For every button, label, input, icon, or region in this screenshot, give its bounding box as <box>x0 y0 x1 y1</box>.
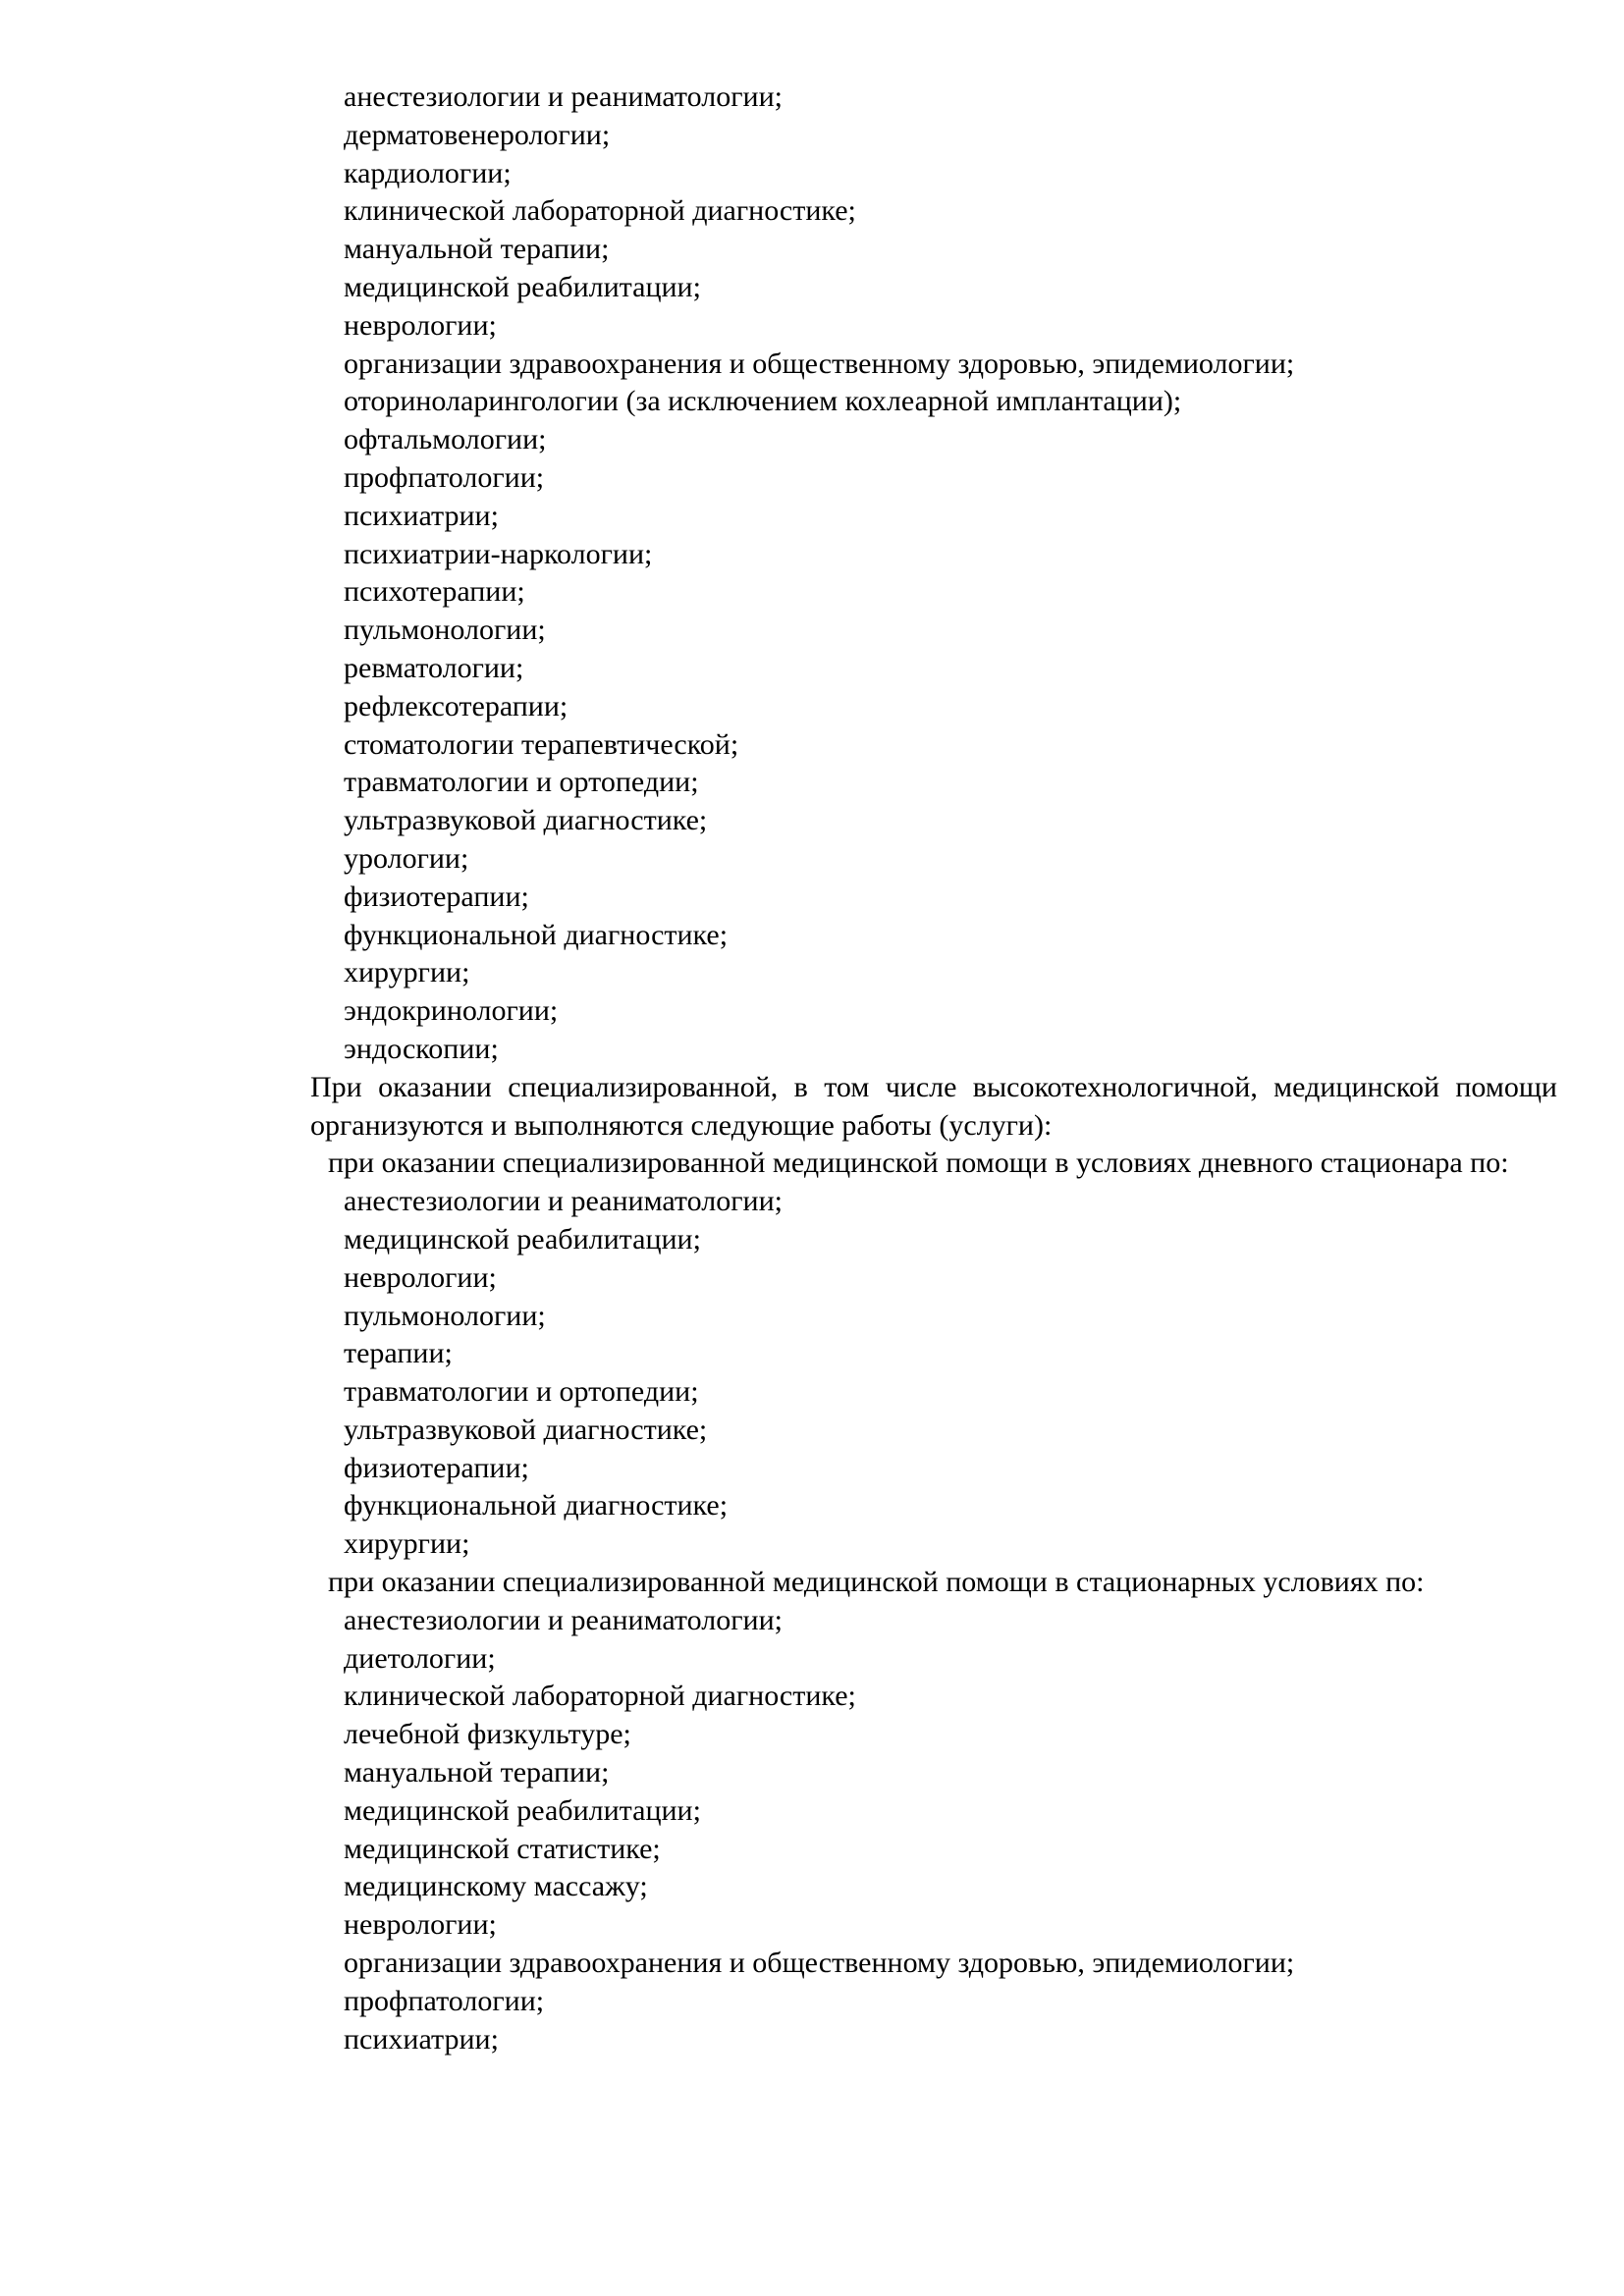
list-item: ревматологии; <box>344 651 524 684</box>
list-item: мануальной терапии; <box>344 1756 610 1789</box>
list-item: мануальной терапии; <box>344 233 610 266</box>
list-item: психиатрии; <box>344 2022 499 2056</box>
paragraph-day-hospital: при оказании специализированной медицинской помощи в условиях дневного стационара по: <box>328 1147 1509 1180</box>
list-item: травматологии и ортопедии; <box>344 1375 699 1409</box>
list-item: организации здравоохранения и общественному здоровью, эпидемиологии; <box>344 1947 1295 1980</box>
list-item: медицинскому массажу; <box>344 1870 648 1903</box>
paragraph-inpatient: при оказании специализированной медицинской помощи в стационарных условиях по: <box>328 1566 1425 1599</box>
list-item: ультразвуковой диагностике; <box>344 1413 708 1446</box>
list-item: пульмонологии; <box>344 1299 546 1332</box>
list-item: функциональной диагностике; <box>344 918 729 951</box>
list-item: психиатрии; <box>344 499 499 532</box>
list-item: диетологии; <box>344 1641 496 1675</box>
service-list-day-hospital <box>310 1183 1557 1564</box>
list-item: неврологии; <box>344 1260 497 1294</box>
list-item: психиатрии-наркологии; <box>344 537 653 570</box>
list-item: терапии; <box>344 1337 453 1370</box>
list-item: медицинской реабилитации; <box>344 270 701 303</box>
document-body <box>310 79 1557 2058</box>
list-item: анестезиологии и реаниматологии; <box>344 1185 783 1218</box>
list-item: медицинской статистике; <box>344 1832 661 1865</box>
list-item: функциональной диагностике; <box>344 1489 729 1522</box>
list-item: анестезиологии и реаниматологии; <box>344 80 783 113</box>
list-item: неврологии; <box>344 308 497 342</box>
list-item: рефлексотерапии; <box>344 689 568 722</box>
list-item: стоматологии терапевтической; <box>344 727 739 761</box>
list-item: ультразвуковой диагностике; <box>344 804 708 837</box>
paragraph-specialized-care: При оказании специализированной, в том числе высокотехнологичной, медицинской помощи организуются и выполняются следующие работы (услуги): <box>310 1070 1557 1142</box>
list-item: неврологии; <box>344 1908 497 1942</box>
service-list-primary <box>310 79 1557 1069</box>
list-item: организации здравоохранения и общественному здоровью, эпидемиологии; <box>344 347 1295 380</box>
list-item: дерматовенерологии; <box>344 118 611 151</box>
list-item: эндокринологии; <box>344 994 559 1028</box>
list-item: профпатологии; <box>344 1984 545 2017</box>
list-item: эндоскопии; <box>344 1032 499 1065</box>
list-item: физиотерапии; <box>344 1451 529 1484</box>
list-item: урологии; <box>344 841 469 875</box>
list-item: психотерапии; <box>344 575 525 609</box>
list-item: физиотерапии; <box>344 880 529 913</box>
list-item: анестезиологии и реаниматологии; <box>344 1603 783 1636</box>
list-item: оториноларингологии (за исключением кохлеарной имплантации); <box>344 385 1182 418</box>
list-item: клинической лабораторной диагностике; <box>344 194 856 228</box>
list-item: профпатологии; <box>344 460 545 494</box>
list-item: кардиологии; <box>344 156 512 189</box>
list-item: медицинской реабилитации; <box>344 1222 701 1255</box>
list-item: хирургии; <box>344 1527 470 1561</box>
list-item: хирургии; <box>344 956 470 989</box>
list-item: травматологии и ортопедии; <box>344 766 699 799</box>
list-item: офтальмологии; <box>344 423 547 456</box>
list-item: пульмонологии; <box>344 614 546 647</box>
list-item: клинической лабораторной диагностике; <box>344 1680 856 1713</box>
list-item: медицинской реабилитации; <box>344 1793 701 1827</box>
list-item: лечебной физкультуре; <box>344 1718 631 1751</box>
service-list-inpatient <box>310 1602 1557 2059</box>
